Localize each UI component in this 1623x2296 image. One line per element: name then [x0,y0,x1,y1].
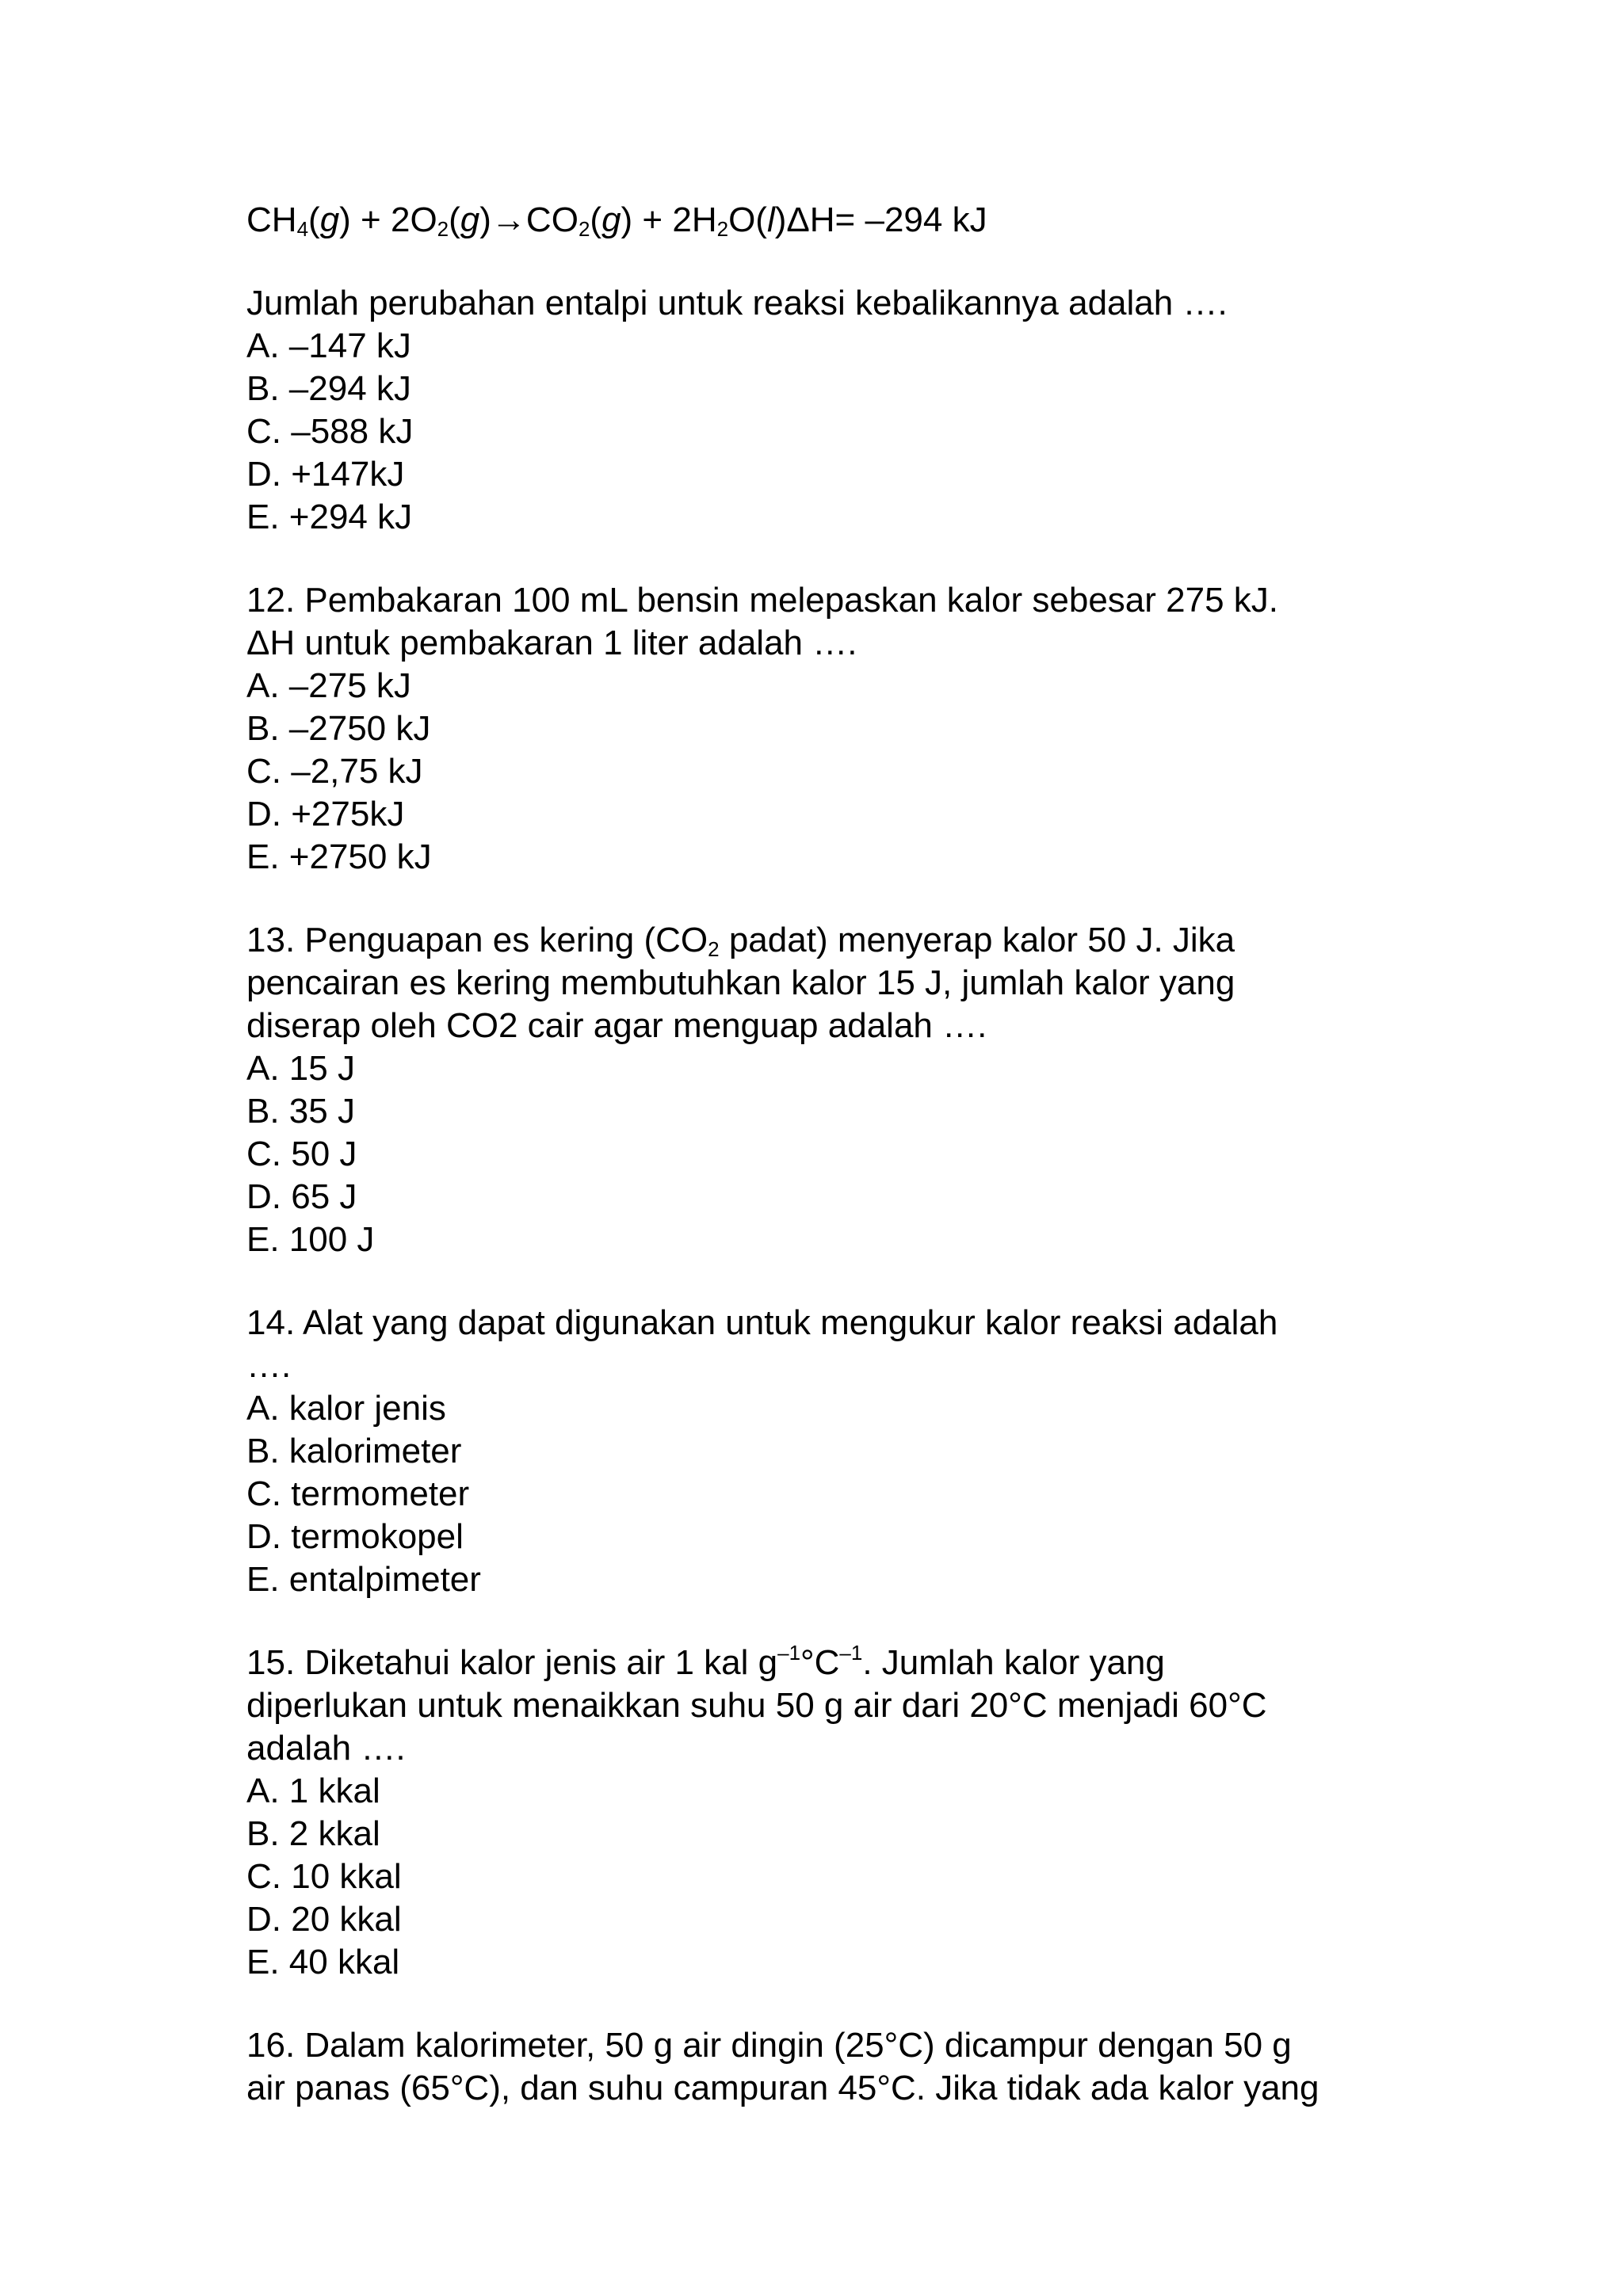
q15-question-line2: diperlukan untuk menaikkan suhu 50 g air dari 20°C menjadi 60°C [246,1686,1267,1725]
q12-option-e: E. +2750 kJ [246,837,432,876]
q11-question: Jumlah perubahan entalpi untuk reaksi kebalikannya adalah …. [246,284,1228,322]
q14-option-a: A. kalor jenis [246,1389,446,1428]
q13-option-b: B. 35 J [246,1092,355,1131]
q13-question-line1 [246,919,1451,962]
q14-option-b: B. kalorimeter [246,1432,462,1470]
eq-part: ( [590,200,602,239]
eq-state: g [319,200,340,239]
q11-option-b: B. –294 kJ [246,369,411,408]
reaction-equation [246,199,1451,242]
eq-subscript: 2 [578,217,590,241]
q14-question-line2: …. [246,1346,292,1385]
q16-question-line1: 16. Dalam kalorimeter, 50 g air dingin (25°C) dicampur dengan 50 g [246,2026,1292,2065]
q11-option-d: D. +147kJ [246,455,405,494]
q15-superscript: –1 [839,1641,863,1665]
q15-question-line3: adalah …. [246,1729,406,1768]
q13-question-line2: pencairan es kering membutuhkan kalor 15 J, jumlah kalor yang [246,963,1235,1002]
q15-text: °C [800,1643,840,1682]
q13-option-a: A. 15 J [246,1049,355,1088]
q15-text: . Jumlah kalor yang [862,1643,1165,1682]
q16-question-line2: air panas (65°C), dan suhu campuran 45°C. Jika tidak ada kalor yang [246,2069,1319,2107]
eq-part: CH [246,200,297,239]
q15-option-e: E. 40 kkal [246,1943,400,1981]
q11-option-c: C. –588 kJ [246,412,414,451]
eq-part: )→CO [479,200,579,239]
q12-option-d: D. +275kJ [246,795,405,833]
eq-part: ) + 2O [339,200,437,239]
q12-option-a: A. –275 kJ [246,666,411,705]
eq-part: ( [449,200,460,239]
q13-text: padat) menyerap kalor 50 J. Jika [719,921,1235,959]
q13-option-e: E. 100 J [246,1220,375,1259]
q12-question-line2: ΔH untuk pembakaran 1 liter adalah …. [246,624,857,662]
q12-option-c: C. –2,75 kJ [246,752,423,791]
q15-option-a: A. 1 kkal [246,1772,380,1810]
q15-option-c: C. 10 kkal [246,1857,402,1896]
q14-option-d: D. termokopel [246,1517,464,1556]
q15-superscript: –1 [777,1641,801,1665]
q14-question-line1: 14. Alat yang dapat digunakan untuk mengukur kalor reaksi adalah [246,1303,1278,1342]
eq-state: g [601,200,621,239]
eq-part: ( [308,200,320,239]
q15-option-d: D. 20 kkal [246,1900,402,1939]
eq-part: O( [728,200,767,239]
q15-option-b: B. 2 kkal [246,1814,380,1853]
eq-subscript: 2 [437,217,449,241]
eq-subscript: 2 [716,217,729,241]
q15-question-line1 [246,1642,1451,1684]
q13-subscript: 2 [708,937,720,961]
eq-subscript: 4 [296,217,309,241]
q14-option-c: C. termometer [246,1474,470,1513]
q13-option-d: D. 65 J [246,1177,357,1216]
eq-state: g [460,200,480,239]
eq-part: )ΔH= –294 kJ [774,200,987,239]
eq-part: ) + 2H [621,200,717,239]
q13-option-c: C. 50 J [246,1135,357,1173]
q12-question-line1: 12. Pembakaran 100 mL bensin melepaskan kalor sebesar 275 kJ. [246,581,1279,620]
q11-option-a: A. –147 kJ [246,326,411,365]
q14-option-e: E. entalpimeter [246,1560,481,1599]
q13-question-line3: diserap oleh CO2 cair agar menguap adalah …. [246,1006,987,1045]
q15-text: 15. Diketahui kalor jenis air 1 kal g [246,1643,778,1682]
eq-state: l [766,200,775,239]
q12-option-b: B. –2750 kJ [246,709,431,748]
q11-option-e: E. +294 kJ [246,498,413,536]
q13-text: 13. Penguapan es kering (CO [246,921,708,959]
